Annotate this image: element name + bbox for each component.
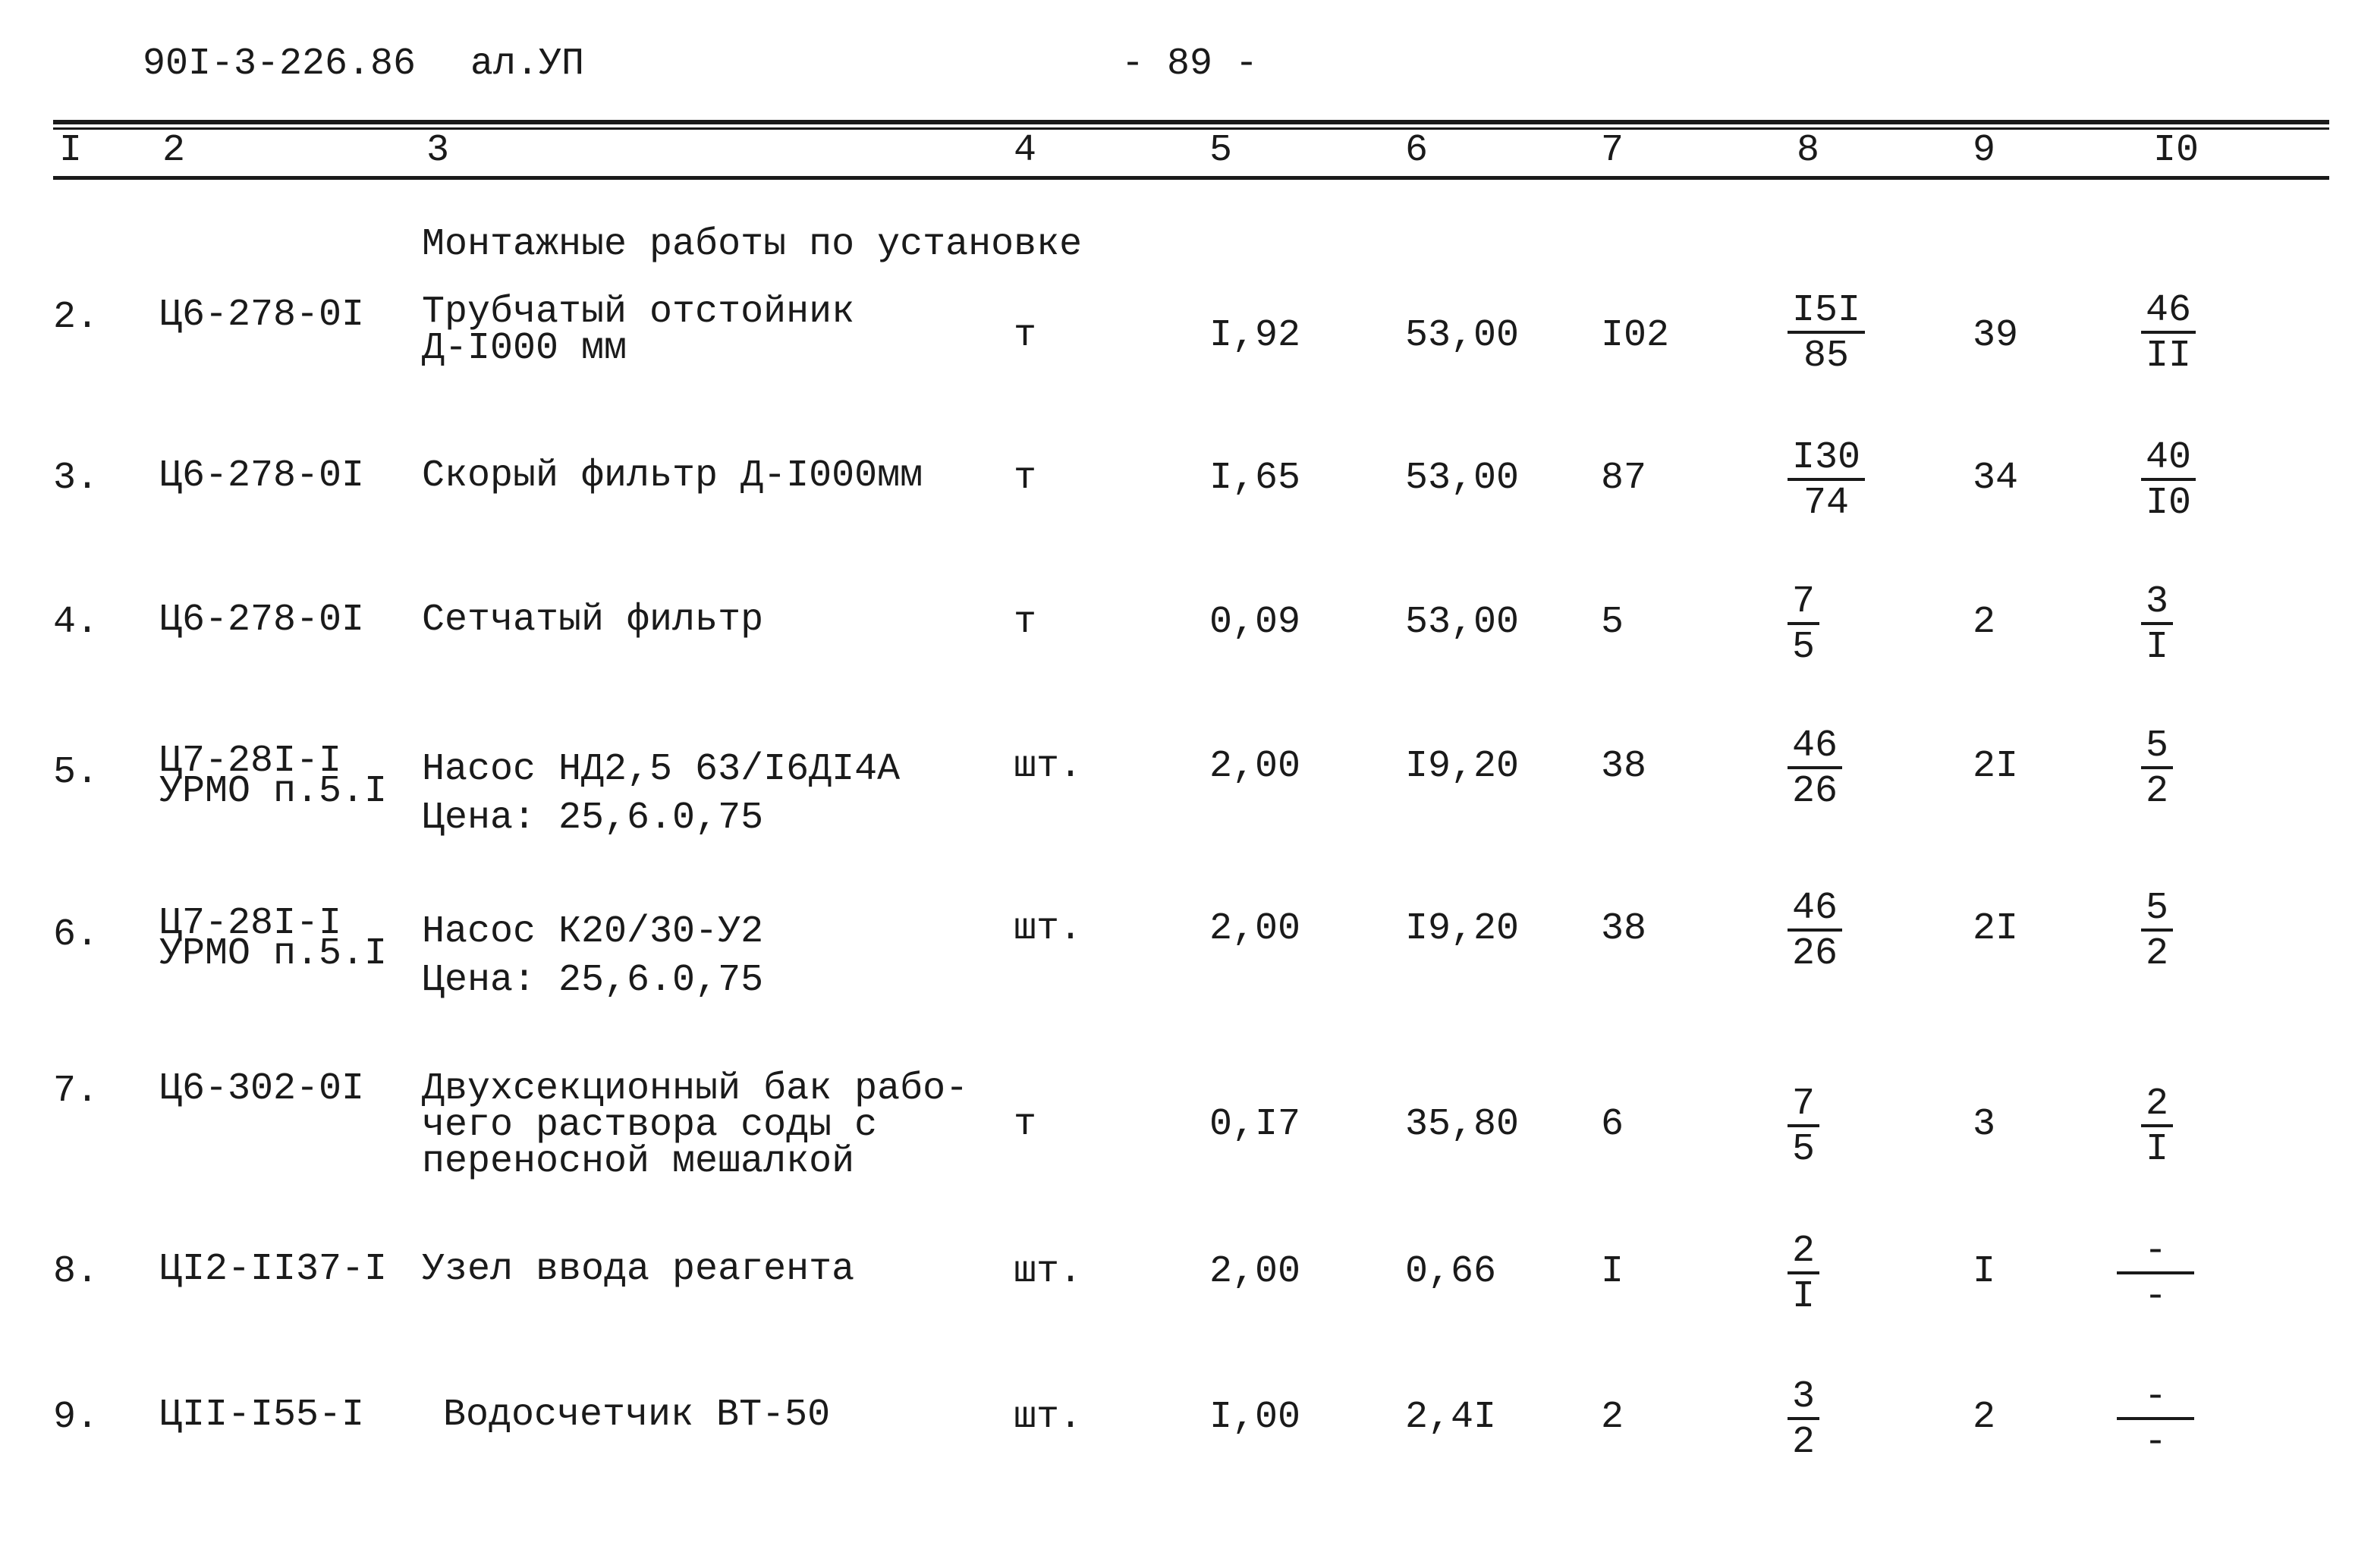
column-number-10: I0	[2153, 129, 2199, 172]
quantity: 2,00	[1209, 1250, 1301, 1293]
page-number: - 89 -	[1121, 42, 1259, 86]
row-number: 9.	[53, 1396, 99, 1439]
table-row	[0, 724, 2374, 840]
unit: т	[1014, 314, 1037, 357]
total-cost: 87	[1601, 457, 1647, 500]
unit: т	[1014, 1103, 1037, 1146]
row-number: 2.	[53, 296, 99, 339]
unit-price: 35,80	[1405, 1103, 1520, 1146]
total-cost: 6	[1601, 1103, 1624, 1146]
work-description: Водосчетчик ВТ-50	[443, 1394, 831, 1437]
section-title: Монтажные работы по установке	[422, 223, 1083, 266]
unit-price: 2,4I	[1405, 1396, 1497, 1439]
table-row	[0, 887, 2374, 1002]
total-cost: I02	[1601, 314, 1670, 357]
work-description: Насос НД2,5 63/I6ДI4А Цена: 25,6.0,75	[422, 748, 901, 840]
unit-price: I9,20	[1405, 745, 1520, 788]
total-cost: 2	[1601, 1396, 1624, 1439]
work-description: Сетчатый фильтр	[422, 599, 764, 642]
col9-value: 34	[1973, 457, 2019, 500]
norm-code: Ц7-28I-I УРМО п.5.I	[159, 902, 388, 976]
column-number-7: 7	[1601, 129, 1624, 172]
quantity: 2,00	[1209, 745, 1301, 788]
unit: шт.	[1014, 1396, 1083, 1439]
total-cost: 5	[1601, 601, 1624, 644]
quantity: 0,09	[1209, 601, 1301, 644]
document-code: 90I-3-226.86	[143, 42, 417, 86]
table-row	[0, 1067, 2374, 1183]
norm-code: Ц7-28I-I УРМО п.5.I	[159, 740, 388, 813]
unit: т	[1014, 601, 1037, 644]
row-number: 7.	[53, 1070, 99, 1113]
norm-code: Ц6-278-0I	[159, 454, 365, 498]
fraction-col8: $\frac{46}{26}$	[1788, 889, 1842, 977]
fraction-col8: $\frac{I5I}{85}$	[1788, 291, 1865, 379]
column-number-8: 8	[1797, 129, 1820, 172]
unit: шт.	[1014, 1250, 1083, 1293]
fraction-col8: $\frac{7}{5}$	[1788, 1085, 1819, 1173]
work-description: Скорый фильтр Д-I000мм	[422, 454, 923, 498]
work-description: Узел ввода реагента	[422, 1248, 855, 1291]
column-number-1: I	[59, 129, 83, 172]
column-number-6: 6	[1405, 129, 1429, 172]
fraction-col8: $\frac{3}{2}$	[1788, 1378, 1819, 1466]
norm-code: Ц6-278-0I	[159, 599, 365, 642]
unit-price: 53,00	[1405, 314, 1520, 357]
row-number: 5.	[53, 751, 99, 794]
norm-code: Ц6-278-0I	[159, 294, 365, 337]
quantity: 0,I7	[1209, 1103, 1301, 1146]
norm-code: ЦII-I55-I	[159, 1394, 365, 1437]
col9-value: 2	[1973, 1396, 1996, 1439]
top-rule	[53, 120, 2329, 124]
col9-value: 2	[1973, 601, 1996, 644]
quantity: I,65	[1209, 457, 1301, 500]
fraction-col10: - -	[2117, 1232, 2194, 1320]
col9-value: 2I	[1973, 745, 2019, 788]
work-description: Двухсекционный бак рабо- чего раствора соды с переносной мешалкой	[422, 1067, 969, 1183]
work-description: Насос К20/30-У2 Цена: 25,6.0,75	[422, 910, 764, 1002]
fraction-col10: $\frac{2}{I}$	[2141, 1085, 2173, 1173]
fraction-col10: $\frac{5}{2}$	[2141, 727, 2173, 815]
quantity: 2,00	[1209, 907, 1301, 951]
unit-price: I9,20	[1405, 907, 1520, 951]
col9-value: 39	[1973, 314, 2019, 357]
fraction-col10: - -	[2117, 1378, 2194, 1466]
row-number: 8.	[53, 1250, 99, 1293]
header-bottom-rule	[53, 176, 2329, 180]
column-number-3: 3	[426, 129, 450, 172]
fraction-col8: $\frac{46}{26}$	[1788, 727, 1842, 815]
fraction-col10: $\frac{5}{2}$	[2141, 889, 2173, 977]
album-label: ал.УП	[470, 42, 585, 86]
table-row	[0, 436, 2374, 525]
quantity: I,00	[1209, 1396, 1301, 1439]
table-row	[0, 1230, 2374, 1318]
column-number-9: 9	[1973, 129, 1996, 172]
fraction-col8: $\frac{7}{5}$	[1788, 583, 1819, 671]
fraction-col10: $\frac{40}{I0}$	[2141, 438, 2196, 526]
unit: шт.	[1014, 745, 1083, 788]
norm-code: ЦI2-II37-I	[159, 1248, 388, 1291]
row-number: 3.	[53, 457, 99, 500]
table-row	[0, 289, 2374, 378]
col9-value: 3	[1973, 1103, 1996, 1146]
col9-value: 2I	[1973, 907, 2019, 951]
unit: т	[1014, 457, 1037, 500]
unit: шт.	[1014, 907, 1083, 951]
row-number: 6.	[53, 913, 99, 957]
unit-price: 53,00	[1405, 601, 1520, 644]
fraction-col10: $\frac{46}{II}$	[2141, 291, 2196, 379]
unit-price: 0,66	[1405, 1250, 1497, 1293]
row-number: 4.	[53, 601, 99, 644]
column-number-2: 2	[162, 129, 186, 172]
work-description: Трубчатый отстойник Д-I000 мм	[422, 291, 855, 370]
table-row	[0, 580, 2374, 669]
total-cost: I	[1601, 1250, 1624, 1293]
col9-value: I	[1973, 1250, 1996, 1293]
unit-price: 53,00	[1405, 457, 1520, 500]
total-cost: 38	[1601, 745, 1647, 788]
column-number-5: 5	[1209, 129, 1233, 172]
fraction-col8: $\frac{I30}{74}$	[1788, 438, 1865, 526]
fraction-col8: $\frac{2}{I}$	[1788, 1232, 1819, 1320]
fraction-col10: $\frac{3}{I}$	[2141, 583, 2173, 671]
table-row	[0, 1375, 2374, 1464]
total-cost: 38	[1601, 907, 1647, 951]
column-number-4: 4	[1014, 129, 1037, 172]
norm-code: Ц6-302-0I	[159, 1067, 365, 1111]
quantity: I,92	[1209, 314, 1301, 357]
